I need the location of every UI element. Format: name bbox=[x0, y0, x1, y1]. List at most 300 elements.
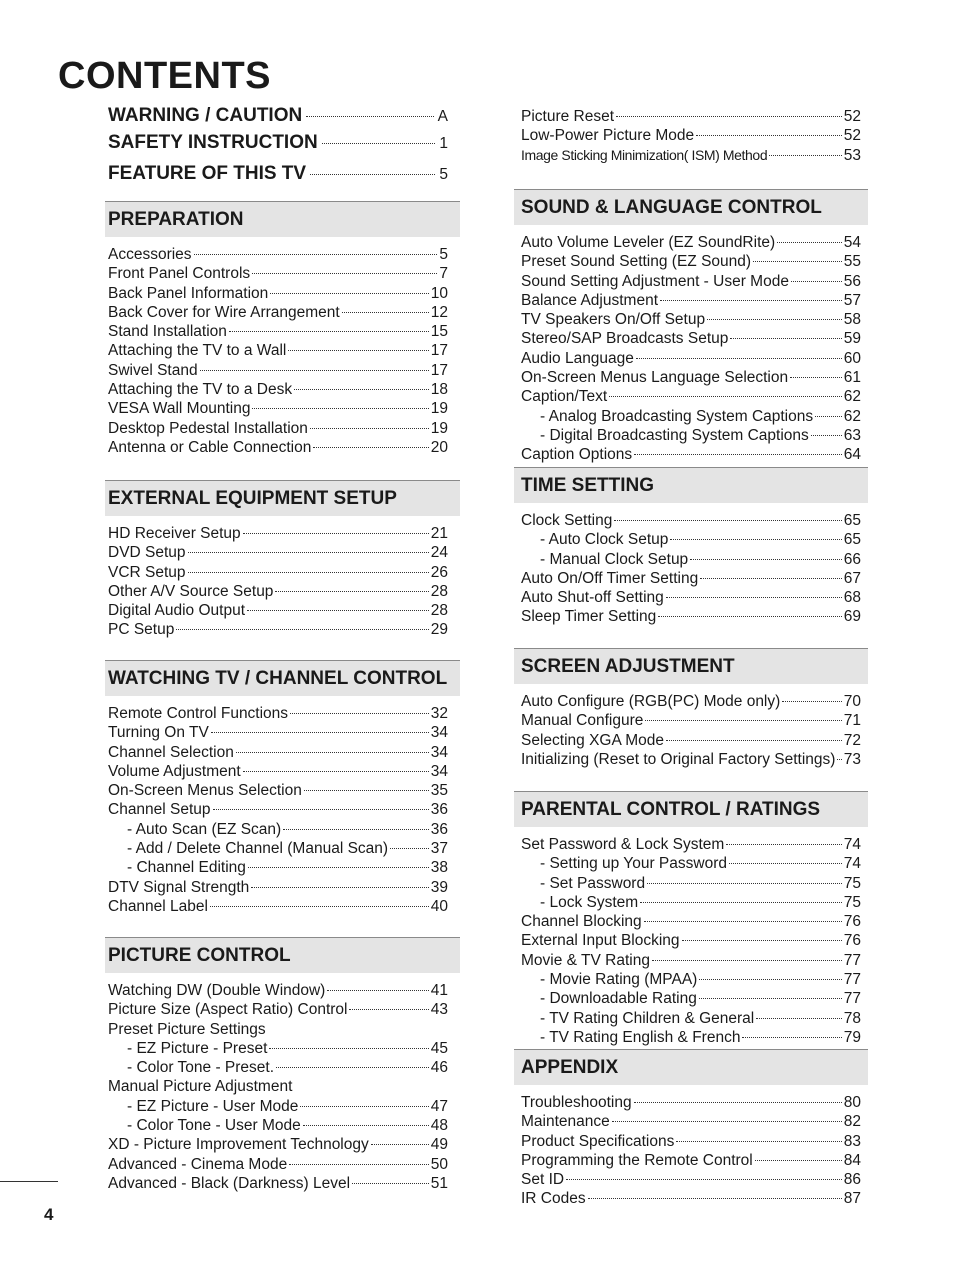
toc-page: 21 bbox=[430, 525, 448, 542]
toc-label: HD Receiver Setup bbox=[108, 525, 241, 542]
leader-dots bbox=[791, 280, 842, 282]
leader-dots bbox=[252, 272, 437, 274]
leader-dots bbox=[634, 1101, 842, 1103]
toc-item[interactable] bbox=[105, 878, 460, 897]
toc-page: 7 bbox=[439, 265, 448, 283]
toc-item[interactable] bbox=[105, 380, 460, 399]
leader-dots bbox=[690, 558, 842, 560]
toc-item[interactable] bbox=[105, 399, 460, 418]
leader-dots bbox=[647, 882, 842, 884]
toc-subitem[interactable] bbox=[514, 550, 868, 569]
toc-label: Initializing (Reset to Original Factory Settings) bbox=[521, 750, 836, 768]
leader-dots bbox=[658, 615, 841, 617]
toc-page: 66 bbox=[843, 550, 861, 568]
toc-item[interactable] bbox=[514, 1151, 868, 1170]
section-title: APPENDIX bbox=[514, 1049, 868, 1085]
toc-item[interactable] bbox=[514, 835, 868, 854]
section-time bbox=[514, 467, 868, 627]
toc-label: Advanced - Cinema Mode bbox=[108, 1155, 288, 1173]
toc-top-feature[interactable] bbox=[105, 163, 460, 190]
toc-page: 73 bbox=[843, 750, 861, 768]
section-sound bbox=[514, 189, 868, 465]
leader-dots bbox=[815, 415, 842, 417]
toc-item[interactable] bbox=[105, 438, 460, 457]
toc-page: 37 bbox=[430, 840, 448, 858]
toc-page: 19 bbox=[430, 419, 448, 437]
leader-dots bbox=[251, 886, 428, 888]
leader-dots bbox=[300, 1105, 428, 1107]
leader-dots bbox=[612, 1120, 842, 1122]
toc-item[interactable] bbox=[105, 781, 460, 800]
toc-page: 63 bbox=[843, 426, 861, 444]
toc-page: 60 bbox=[843, 349, 861, 367]
toc-page: 52 bbox=[843, 108, 861, 125]
toc-label: On-Screen Menus Language Selection bbox=[521, 369, 789, 387]
toc-item[interactable] bbox=[105, 1174, 460, 1193]
toc-page: 57 bbox=[843, 291, 861, 309]
toc-top-warning[interactable] bbox=[105, 105, 460, 132]
toc-item[interactable] bbox=[514, 233, 868, 252]
toc-page: 71 bbox=[843, 712, 861, 730]
leader-dots bbox=[313, 446, 428, 448]
toc-label: - TV Rating English & French bbox=[540, 1028, 741, 1046]
toc-item[interactable] bbox=[514, 329, 868, 348]
toc-label: Manual Picture Adjustment bbox=[108, 1078, 293, 1096]
toc-page: 53 bbox=[843, 146, 861, 164]
toc-label: Stereo/SAP Broadcasts Setup bbox=[521, 330, 729, 348]
leader-dots bbox=[243, 532, 429, 534]
leader-dots bbox=[303, 1124, 429, 1126]
toc-page: 65 bbox=[843, 531, 861, 549]
toc-page: 86 bbox=[843, 1171, 861, 1189]
toc-item[interactable] bbox=[514, 750, 868, 769]
toc-item[interactable] bbox=[105, 543, 460, 562]
toc-item[interactable] bbox=[514, 107, 868, 126]
toc-label: - EZ Picture - Preset bbox=[127, 1039, 268, 1057]
toc-page: 78 bbox=[843, 1009, 861, 1027]
toc-label: - Analog Broadcasting System Captions bbox=[540, 407, 814, 425]
toc-subitem[interactable] bbox=[105, 1097, 460, 1116]
toc-label: - EZ Picture - User Mode bbox=[127, 1097, 299, 1115]
section-title: SOUND & LANGUAGE CONTROL bbox=[514, 189, 868, 225]
leader-dots bbox=[640, 901, 842, 903]
toc-page: 69 bbox=[843, 608, 861, 626]
leader-dots bbox=[614, 519, 841, 521]
toc-label: DVD Setup bbox=[108, 544, 186, 562]
toc-subitem[interactable] bbox=[514, 426, 868, 445]
toc-label: Programming the Remote Control bbox=[521, 1151, 753, 1169]
leader-dots bbox=[730, 337, 841, 339]
toc-page: 58 bbox=[843, 311, 861, 329]
toc-label: Image Sticking Minimization( ISM) Method bbox=[521, 146, 768, 163]
toc-item[interactable] bbox=[514, 252, 868, 271]
toc-item[interactable] bbox=[514, 931, 868, 950]
toc-label: Accessories bbox=[108, 246, 192, 263]
toc-label: Front Panel Controls bbox=[108, 265, 251, 283]
toc-item[interactable] bbox=[514, 511, 868, 530]
leader-dots bbox=[707, 318, 842, 320]
toc-item[interactable] bbox=[514, 1093, 868, 1112]
toc-page: 17 bbox=[430, 361, 448, 379]
leader-dots bbox=[188, 571, 429, 573]
leader-dots bbox=[652, 959, 842, 961]
leader-dots bbox=[837, 758, 841, 760]
toc-label: Manual Configure bbox=[521, 712, 644, 730]
toc-page: 67 bbox=[843, 569, 861, 587]
toc-item[interactable] bbox=[514, 951, 868, 970]
toc-item[interactable] bbox=[105, 419, 460, 438]
toc-label: Product Specifications bbox=[521, 1132, 675, 1150]
toc-subitem[interactable] bbox=[105, 839, 460, 858]
toc-label: - Channel Editing bbox=[127, 859, 246, 877]
leader-dots bbox=[666, 739, 842, 741]
leader-dots bbox=[670, 538, 841, 540]
toc-label: - Auto Scan (EZ Scan) bbox=[127, 820, 282, 838]
toc-item[interactable] bbox=[105, 524, 460, 543]
toc-item[interactable] bbox=[514, 272, 868, 291]
toc-item[interactable] bbox=[514, 368, 868, 387]
leader-dots bbox=[194, 253, 438, 255]
toc-item[interactable] bbox=[105, 800, 460, 819]
toc-label: - Color Tone - Preset. bbox=[127, 1059, 275, 1077]
toc-page: 75 bbox=[843, 893, 861, 911]
toc-item[interactable] bbox=[105, 704, 460, 723]
leader-dots bbox=[352, 1182, 429, 1184]
leader-dots bbox=[176, 628, 428, 630]
toc-page: 74 bbox=[843, 855, 861, 873]
toc-label: TV Speakers On/Off Setup bbox=[521, 311, 706, 329]
toc-item[interactable] bbox=[514, 1132, 868, 1151]
toc-item[interactable] bbox=[105, 563, 460, 582]
toc-label: Swivel Stand bbox=[108, 361, 198, 379]
leader-dots bbox=[304, 789, 429, 791]
leader-dots bbox=[211, 731, 429, 733]
leader-dots bbox=[294, 388, 429, 390]
toc-page: 35 bbox=[430, 782, 448, 800]
toc-item[interactable] bbox=[105, 284, 460, 303]
leader-dots bbox=[243, 770, 429, 772]
toc-label: Auto Volume Leveler (EZ SoundRite) bbox=[521, 234, 776, 251]
toc-page: 72 bbox=[843, 731, 861, 749]
toc-label: External Input Blocking bbox=[521, 932, 680, 950]
leader-dots bbox=[247, 609, 429, 611]
toc-subitem[interactable] bbox=[105, 1058, 460, 1077]
toc-subitem[interactable] bbox=[514, 530, 868, 549]
toc-item[interactable] bbox=[105, 245, 460, 264]
toc-label: Channel Label bbox=[108, 897, 208, 915]
section-title: SCREEN ADJUSTMENT bbox=[514, 648, 868, 684]
toc-label: - Auto Clock Setup bbox=[540, 531, 669, 549]
toc-item[interactable] bbox=[514, 607, 868, 626]
toc-label: IR Codes bbox=[521, 1190, 586, 1208]
toc-page: 34 bbox=[430, 724, 448, 742]
toc-item[interactable] bbox=[105, 981, 460, 1000]
toc-page: 28 bbox=[430, 602, 448, 620]
toc-label: Advanced - Black (Darkness) Level bbox=[108, 1174, 351, 1192]
leader-dots bbox=[269, 1047, 428, 1049]
toc-page: 47 bbox=[430, 1097, 448, 1115]
toc-page: 52 bbox=[843, 127, 861, 145]
toc-page: 38 bbox=[430, 859, 448, 877]
toc-page: 76 bbox=[843, 932, 861, 950]
toc-list bbox=[105, 981, 460, 1193]
toc-list bbox=[514, 233, 868, 465]
toc-item[interactable] bbox=[105, 762, 460, 781]
toc-item[interactable] bbox=[105, 1000, 460, 1019]
toc-page: 10 bbox=[430, 284, 448, 302]
toc-page: 1 bbox=[439, 135, 448, 152]
toc-list bbox=[105, 704, 460, 916]
footer-rule bbox=[0, 1181, 58, 1182]
toc-page: 62 bbox=[843, 407, 861, 425]
toc-list bbox=[514, 511, 868, 627]
section-picture bbox=[105, 937, 460, 1193]
toc-page: 39 bbox=[430, 878, 448, 896]
toc-label: Stand Installation bbox=[108, 323, 227, 341]
toc-page: 18 bbox=[430, 381, 448, 399]
toc-label: Antenna or Cable Connection bbox=[108, 438, 312, 456]
toc-item[interactable] bbox=[105, 341, 460, 360]
toc-page: 87 bbox=[843, 1190, 861, 1208]
leader-dots bbox=[790, 376, 842, 378]
section-appendix bbox=[514, 1049, 868, 1209]
toc-item[interactable] bbox=[514, 731, 868, 750]
toc-subitem[interactable] bbox=[514, 1009, 868, 1028]
toc-label: - Downloadable Rating bbox=[540, 990, 697, 1008]
leader-dots bbox=[676, 1140, 841, 1142]
toc-page: 77 bbox=[843, 990, 861, 1008]
section-watching bbox=[105, 660, 460, 916]
leader-dots bbox=[349, 1008, 428, 1010]
toc-label: Balance Adjustment bbox=[521, 291, 659, 309]
toc-label: Auto Configure (RGB(PC) Mode only) bbox=[521, 693, 781, 710]
leader-dots bbox=[275, 590, 428, 592]
left-column bbox=[105, 105, 460, 190]
toc-label: Watching DW (Double Window) bbox=[108, 982, 326, 999]
toc-subitem[interactable] bbox=[514, 989, 868, 1008]
toc-label: Low-Power Picture Mode bbox=[521, 127, 695, 145]
toc-page: 59 bbox=[843, 330, 861, 348]
toc-item[interactable] bbox=[105, 743, 460, 762]
leader-dots bbox=[769, 154, 842, 156]
toc-item[interactable] bbox=[514, 569, 868, 588]
section-title: PREPARATION bbox=[105, 201, 460, 237]
toc-page: 77 bbox=[843, 951, 861, 969]
leader-dots bbox=[811, 434, 842, 436]
leader-dots bbox=[777, 241, 842, 243]
toc-top-safety[interactable] bbox=[105, 132, 460, 159]
toc-item[interactable] bbox=[105, 264, 460, 283]
leader-dots bbox=[229, 330, 429, 332]
toc-label: WARNING / CAUTION bbox=[108, 105, 303, 126]
toc-label: Channel Selection bbox=[108, 743, 234, 761]
leader-dots bbox=[270, 292, 428, 294]
leader-dots bbox=[306, 115, 433, 117]
leader-dots bbox=[726, 843, 841, 845]
leader-dots bbox=[782, 700, 841, 702]
toc-list bbox=[514, 692, 868, 769]
toc-item[interactable] bbox=[105, 1020, 460, 1039]
toc-item[interactable] bbox=[105, 361, 460, 380]
leader-dots bbox=[699, 997, 842, 999]
toc-subitem[interactable] bbox=[514, 874, 868, 893]
toc-item[interactable] bbox=[105, 620, 460, 639]
toc-page: 36 bbox=[430, 801, 448, 819]
toc-subitem[interactable] bbox=[514, 1028, 868, 1047]
leader-dots bbox=[636, 357, 842, 359]
toc-page: 5 bbox=[439, 246, 448, 263]
toc-label: On-Screen Menus Selection bbox=[108, 782, 302, 800]
toc-label: Auto On/Off Timer Setting bbox=[521, 569, 699, 587]
toc-item[interactable] bbox=[105, 723, 460, 742]
toc-page: 77 bbox=[843, 971, 861, 989]
leader-dots bbox=[252, 407, 428, 409]
toc-label: Set Password & Lock System bbox=[521, 836, 725, 853]
toc-subitem[interactable] bbox=[105, 1116, 460, 1135]
toc-item[interactable] bbox=[514, 711, 868, 730]
toc-page: 32 bbox=[430, 705, 448, 722]
toc-subitem[interactable] bbox=[514, 970, 868, 989]
toc-page: 43 bbox=[430, 1001, 448, 1019]
toc-list bbox=[105, 245, 460, 457]
leader-dots bbox=[213, 808, 429, 810]
leader-dots bbox=[699, 978, 841, 980]
leader-dots bbox=[634, 453, 842, 455]
toc-page: 5 bbox=[439, 166, 448, 183]
toc-subitem[interactable] bbox=[514, 893, 868, 912]
toc-page: 15 bbox=[430, 323, 448, 341]
toc-subitem[interactable] bbox=[105, 820, 460, 839]
leader-dots bbox=[310, 173, 435, 175]
toc-item[interactable] bbox=[514, 291, 868, 310]
toc-label: - Digital Broadcasting System Captions bbox=[540, 426, 809, 444]
toc-page: 51 bbox=[430, 1174, 448, 1192]
toc-page: 36 bbox=[430, 820, 448, 838]
toc-item[interactable] bbox=[514, 692, 868, 711]
toc-page: 26 bbox=[430, 563, 448, 581]
toc-item[interactable] bbox=[105, 1155, 460, 1174]
toc-item[interactable] bbox=[514, 349, 868, 368]
toc-page: A bbox=[437, 108, 448, 125]
toc-item[interactable] bbox=[105, 303, 460, 322]
toc-label: Desktop Pedestal Installation bbox=[108, 419, 308, 437]
toc-label: Picture Size (Aspect Ratio) Control bbox=[108, 1001, 348, 1019]
toc-page: 19 bbox=[430, 400, 448, 418]
toc-label: Remote Control Functions bbox=[108, 705, 289, 722]
toc-subitem[interactable] bbox=[105, 1039, 460, 1058]
leader-dots bbox=[290, 712, 429, 714]
toc-label: Back Panel Information bbox=[108, 284, 269, 302]
toc-page: 24 bbox=[430, 544, 448, 562]
toc-item[interactable] bbox=[514, 588, 868, 607]
toc-label: - Lock System bbox=[540, 893, 639, 911]
toc-label: Set ID bbox=[521, 1171, 565, 1189]
leader-dots bbox=[342, 311, 429, 313]
leader-dots bbox=[327, 989, 428, 991]
leader-dots bbox=[666, 596, 842, 598]
leader-dots bbox=[756, 1017, 842, 1019]
toc-label: XD - Picture Improvement Technology bbox=[108, 1136, 369, 1154]
leader-dots bbox=[742, 1036, 841, 1038]
leader-dots bbox=[682, 939, 842, 941]
toc-item[interactable] bbox=[514, 1189, 868, 1208]
toc-item[interactable] bbox=[514, 126, 868, 145]
toc-label: - Setting up Your Password bbox=[540, 855, 727, 873]
toc-label: VCR Setup bbox=[108, 563, 186, 581]
toc-page: 29 bbox=[430, 621, 448, 639]
toc-item[interactable] bbox=[514, 387, 868, 406]
toc-item[interactable] bbox=[514, 445, 868, 464]
toc-item[interactable] bbox=[105, 1077, 460, 1096]
toc-page: 70 bbox=[843, 693, 861, 710]
toc-item[interactable] bbox=[514, 1170, 868, 1189]
toc-item[interactable] bbox=[105, 322, 460, 341]
leader-dots bbox=[588, 1197, 842, 1199]
toc-subitem[interactable] bbox=[514, 407, 868, 426]
toc-page: 65 bbox=[843, 512, 861, 529]
toc-label: Channel Setup bbox=[108, 801, 211, 819]
toc-page: 56 bbox=[843, 272, 861, 290]
section-external bbox=[105, 480, 460, 640]
toc-page: 34 bbox=[430, 762, 448, 780]
leader-dots bbox=[288, 349, 428, 351]
toc-label: Maintenance bbox=[521, 1113, 610, 1131]
toc-item[interactable] bbox=[514, 146, 868, 165]
toc-label: Digital Audio Output bbox=[108, 602, 246, 620]
page-number: 4 bbox=[44, 1205, 54, 1224]
toc-page: 41 bbox=[430, 982, 448, 999]
toc-page: 46 bbox=[430, 1059, 448, 1077]
leader-dots bbox=[322, 142, 436, 144]
toc-subitem[interactable] bbox=[105, 858, 460, 877]
toc-item[interactable] bbox=[105, 897, 460, 916]
toc-page: 79 bbox=[843, 1028, 861, 1046]
toc-page: 28 bbox=[430, 582, 448, 600]
toc-label: - Manual Clock Setup bbox=[540, 550, 689, 568]
toc-label: Troubleshooting bbox=[521, 1094, 632, 1111]
leader-dots bbox=[310, 427, 429, 429]
toc-page: 80 bbox=[843, 1094, 861, 1111]
toc-label: DTV Signal Strength bbox=[108, 878, 250, 896]
leader-dots bbox=[390, 847, 429, 849]
toc-label: Preset Picture Settings bbox=[108, 1020, 266, 1038]
toc-item[interactable] bbox=[514, 1112, 868, 1131]
toc-item[interactable] bbox=[514, 912, 868, 931]
toc-label: Movie & TV Rating bbox=[521, 951, 650, 969]
right-top-list bbox=[514, 107, 868, 165]
toc-item[interactable] bbox=[105, 1135, 460, 1154]
toc-page: 12 bbox=[430, 303, 448, 321]
toc-label: VESA Wall Mounting bbox=[108, 400, 251, 418]
toc-subitem[interactable] bbox=[514, 854, 868, 873]
toc-page: 20 bbox=[430, 438, 448, 456]
leader-dots bbox=[755, 1159, 842, 1161]
toc-item[interactable] bbox=[514, 310, 868, 329]
toc-list bbox=[514, 1093, 868, 1209]
leader-dots bbox=[566, 1178, 842, 1180]
toc-page: 83 bbox=[843, 1132, 861, 1150]
toc-label: PC Setup bbox=[108, 621, 175, 639]
toc-page: 74 bbox=[843, 836, 861, 853]
toc-label: Caption/Text bbox=[521, 388, 608, 406]
leader-dots bbox=[660, 299, 842, 301]
toc-item[interactable] bbox=[105, 601, 460, 620]
toc-label: - Movie Rating (MPAA) bbox=[540, 971, 698, 989]
toc-page: 84 bbox=[843, 1151, 861, 1169]
toc-item[interactable] bbox=[105, 582, 460, 601]
toc-label: FEATURE OF THIS TV bbox=[108, 163, 307, 184]
leader-dots bbox=[236, 751, 429, 753]
